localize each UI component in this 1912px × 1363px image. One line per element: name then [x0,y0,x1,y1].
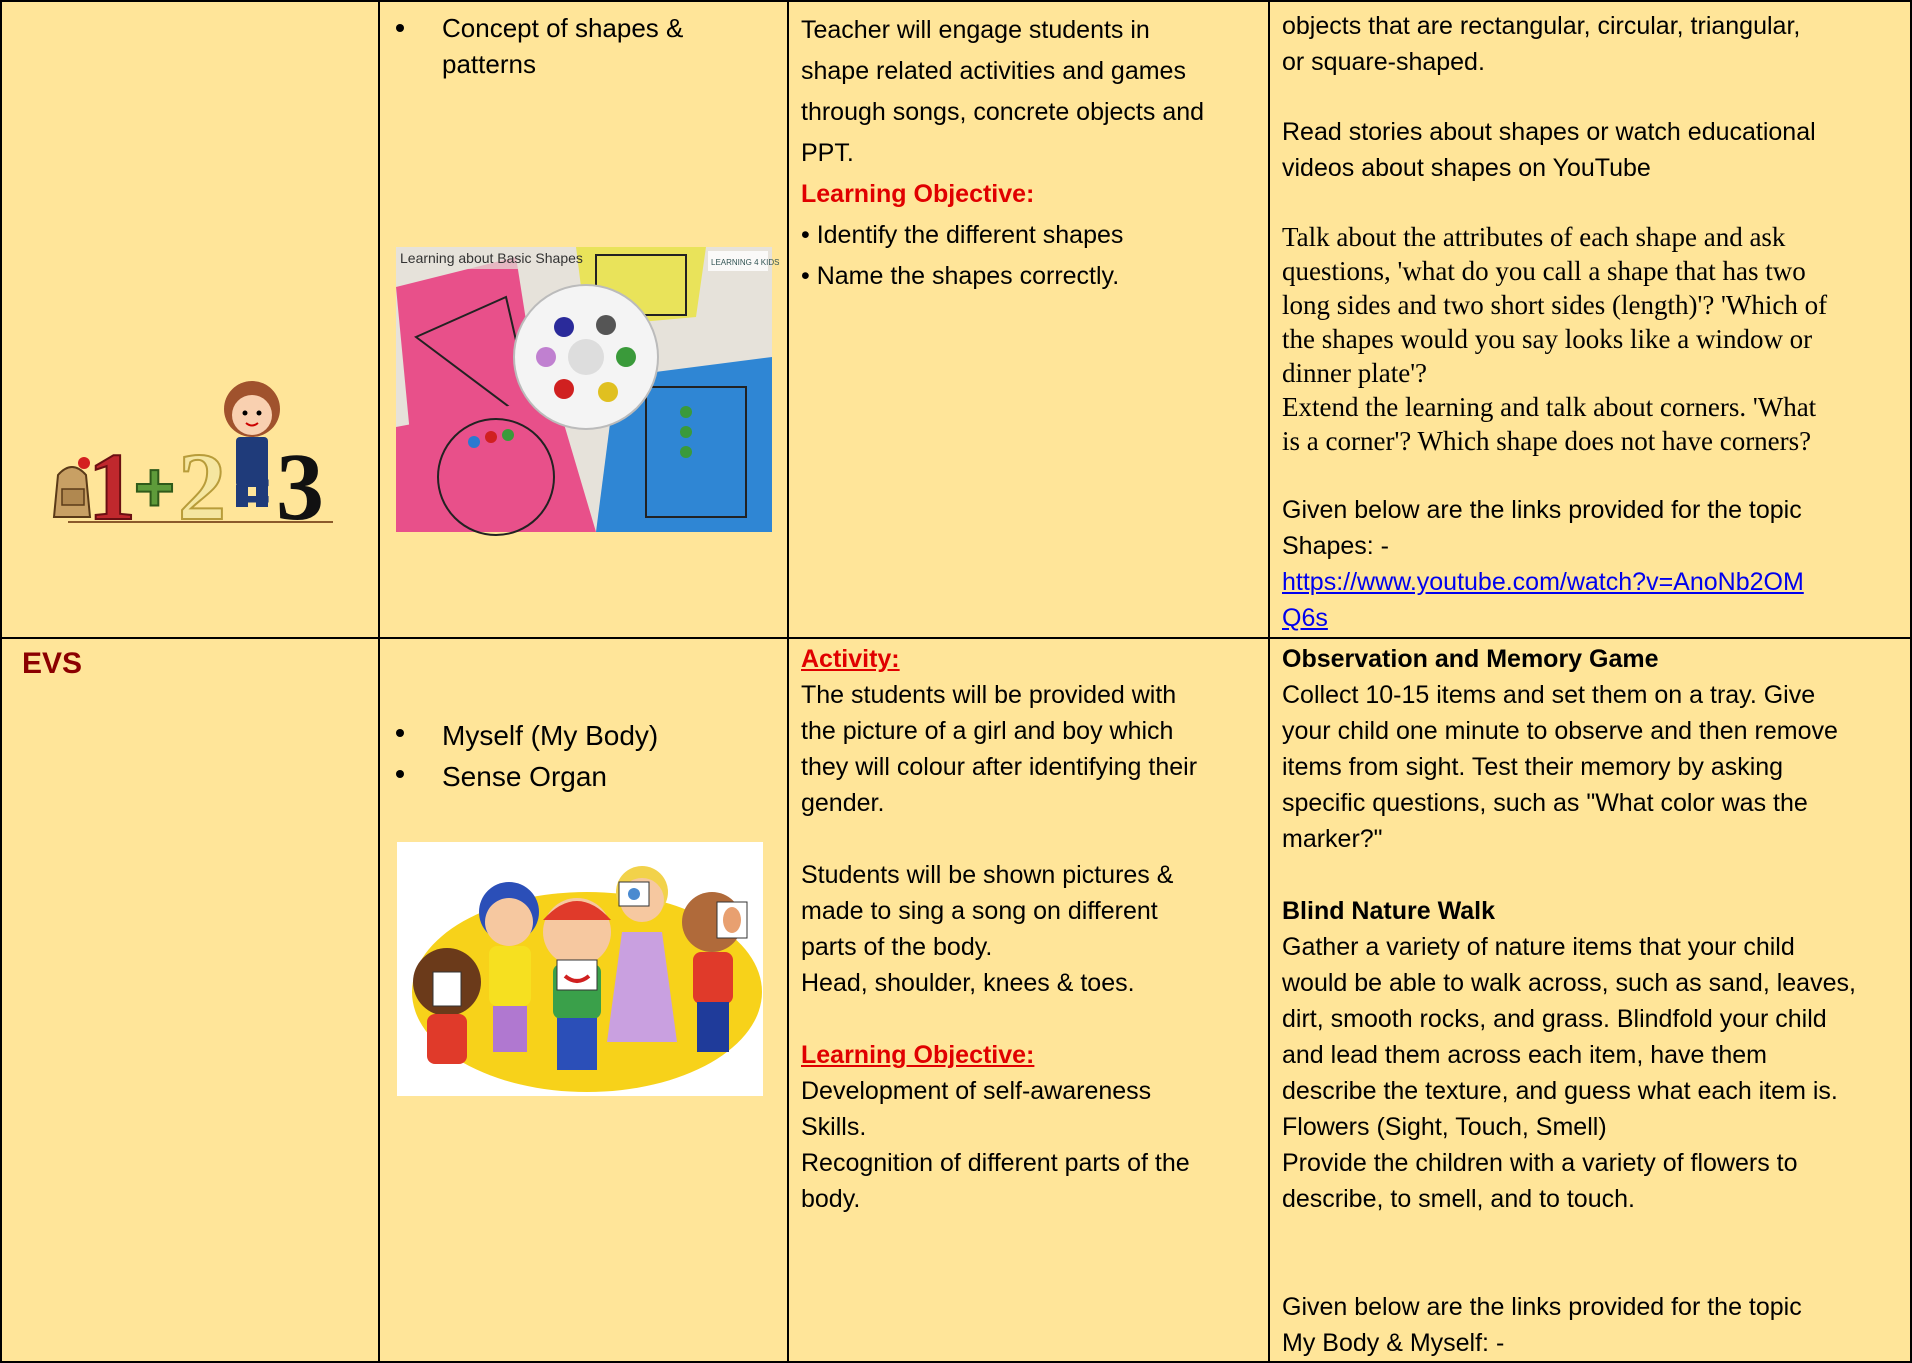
links-intro: Given below are the links provided for the topic Shapes: - [1282,496,1802,560]
memory-game-text: Collect 10-15 items and set them on a tray. Give your child one minute to observe and then remove items from sight. Test their memory by asking specific questions, such as "What color was the marker?" [1282,681,1838,853]
objective-list [801,215,1268,297]
topics-cell [379,1,788,638]
photo-caption: Learning about Basic Shapes [400,250,583,266]
photo-badge: LEARNING 4 KIDS [711,258,780,267]
numbers-clipart [48,377,338,540]
shapes-activity-photo [396,247,780,532]
methodology-cell [788,1,1269,638]
clip-1: 1 [88,433,136,540]
topic-list [380,10,787,82]
subject-cell [1,1,379,638]
subject-cell [1,638,379,1362]
home-activity-cell [1269,638,1911,1362]
nature-walk-text: Gather a variety of nature items that your child would be able to walk across, such as sand, leaves, dirt, smooth rocks, and grass. Blindfold your child and lead them across each item, have them describe the texture, and guess what each item is. Flowers (Sight, Touch, Smell) Provide the children with a variety of flowers to describe, to smell, and to touch. [1282,933,1856,1213]
nature-walk-heading: Blind Nature Walk [1282,897,1495,925]
objective-list: Development of self-awareness Skills. Recognition of different parts of the body. [801,1077,1190,1213]
clip-plus: + [134,448,175,526]
activity-text: The students will be provided with the picture of a girl and boy which they will colour after identifying their gender. [801,681,1198,817]
table-row [1,1,1911,638]
clip-2: 2 [178,433,226,540]
activity-cell [788,638,1269,1362]
home-stories-text: Read stories about shapes or watch educational videos about shapes on YouTube [1282,118,1816,182]
objective-item: • Identify the different shapes [801,221,1124,249]
learning-objective-heading: Learning Objective: [801,1041,1035,1069]
subject-label: EVS [22,647,83,680]
home-activity-cell [1269,1,1911,638]
shapes-video-link[interactable]: https://www.youtube.com/watch?v=AnoNb2OM Q6s [1282,568,1804,632]
memory-game-heading: Observation and Memory Game [1282,645,1659,673]
home-discussion-text: Talk about the attributes of each shape and ask questions, 'what do you call a shape that has two long sides and two short sides (length)'? 'Which of the shapes would you say looks like a window or dinner plate'? Extend the learning and talk about corners. 'What is a corner'? Which shape does not have corners? [1282,222,1828,456]
activity-heading: Activity: [801,645,900,673]
topic-item: Myself (My Body) [380,715,787,756]
topic-list [380,715,787,797]
kids-body-parts-picture [397,842,763,1096]
topics-cell [379,638,788,1362]
methodology-text: Teacher will engage students in shape related activities and games through songs, concrete objects and PPT. [801,16,1205,167]
table-row [1,638,1911,1362]
home-shapes-text: objects that are rectangular, circular, triangular, or square-shaped. [1282,12,1801,76]
links-intro: Given below are the links provided for the topic My Body & Myself: - [1282,1293,1802,1357]
topic-item: Concept of shapes & patterns [380,10,787,82]
learning-objective-heading: Learning Objective: [801,180,1035,208]
song-activity-text: Students will be shown pictures & made to sing a song on different parts of the body. Head, shoulder, knees & toes. [801,861,1174,997]
clip-3: 3 [276,433,324,540]
topic-item: Sense Organ [380,756,787,797]
objective-item: • Name the shapes correctly. [801,262,1120,290]
clip-eq: = [236,457,272,524]
